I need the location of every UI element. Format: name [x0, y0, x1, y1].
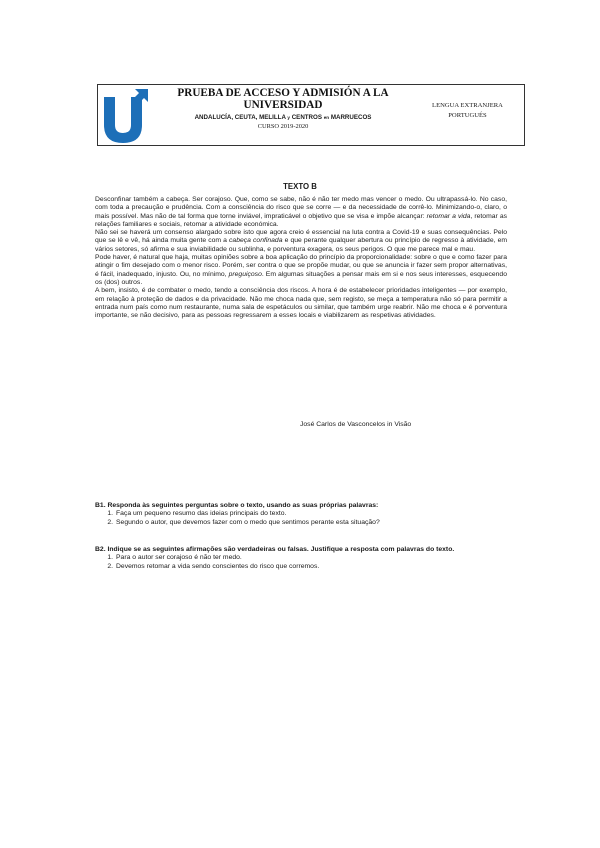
exam-header	[97, 84, 525, 146]
item-text: Segundo o autor, que devemos fazer com o medo que sentimos perante esta situação?	[116, 518, 380, 526]
list-item	[105, 510, 515, 518]
university-logo-icon	[101, 87, 151, 143]
exam-title-line1: PRUEBA DE ACCESO Y ADMISIÓN A LA	[177, 87, 389, 99]
subject-line1: LENGUA EXTRANJERA	[432, 102, 503, 109]
question-b1-list	[95, 510, 515, 527]
item-text: Para o autor ser corajoso é não ter medo.	[116, 554, 242, 562]
item-number: 1.	[107, 510, 113, 518]
item-number: 2.	[107, 518, 113, 526]
reading-text	[95, 196, 507, 320]
p3-italic: preguiçoso	[228, 270, 262, 278]
p2-part-b: e que perante qualquer abertura ou princípio de regresso à atividade, em vários setores, só afirma e sua inviabilidade ou sublinha, e porventura exagera, os seus perigos. O que me parece mal e mau.	[95, 237, 508, 253]
list-item	[105, 519, 515, 527]
subject-line2: PORTUGUÉS	[448, 112, 487, 119]
list-item	[105, 563, 515, 571]
exam-region	[158, 113, 408, 122]
paragraph-2	[95, 229, 507, 254]
p2-part-a: Não sei se haverá um consenso alargado sobre isto que agora creio é essencial na luta contra a Covid-19 e suas consequências. Pelo que se lê e vê, há ainda muita gente com a	[95, 229, 507, 245]
question-b2	[95, 546, 515, 571]
p1-italic: retomar a vida	[426, 212, 471, 220]
item-number: 1.	[107, 554, 113, 562]
exam-title-line2: UNIVERSIDAD	[243, 99, 323, 111]
item-text: Devemos retomar a vida sendo conscientes do risco que corremos.	[116, 562, 320, 570]
paragraph-3	[95, 254, 507, 287]
paragraph-4: A bem, insisto, é de combater o medo, tendo a consciência dos riscos. A hora é de estabelecer prioridades inteligentes — por exemplo, em relação à proteção de dados e da privacidade. Não me choca nada que, sem registo, se meça a temperatura não só para permitir a entrada num país como num restaurante, numa sala de espetáculos ou similar, que também urge reabrir. Não me choca e é porventura importante, se não decisivo, para as pessoas regressarem a esses locais e viabilizarem as respetivas atividades.	[95, 287, 507, 320]
p1-part-a: Desconfinar também a cabeça. Ser corajoso. Que, como se sabe, não é não ter medo mas vencer o medo. Ou ultrapassá-lo. No caso, com toda a precaução e prudência. Com a consciência do risco que se corre — e da necessidade de corrê-lo. Minimizando-o, claro, o mais possível. Mas não de tal forma que torne inviável, impraticável o objetivo que se visa e impõe alcançar:	[95, 196, 507, 220]
region-y: y	[287, 115, 290, 120]
header-center	[158, 87, 408, 130]
p1-part-b: , retomar as relações familiares e sociais, retomar a atividade económica.	[95, 212, 507, 228]
region-end: MARRUECOS	[330, 114, 372, 121]
p3-part-b: . Em algumas situações a pensar mais em si e nos seus interesses, esquecendo os (dos) outros.	[95, 270, 507, 286]
p2-italic: cabeça confinada	[229, 237, 283, 245]
question-b2-list	[95, 554, 515, 571]
region-centros: CENTROS	[291, 114, 322, 121]
question-b1	[95, 502, 515, 527]
exam-course: CURSO 2019-2020	[257, 123, 309, 130]
item-text: Faça um pequeno resumo das ideias principais do texto.	[116, 510, 287, 518]
paragraph-1	[95, 196, 507, 229]
item-number: 2.	[107, 562, 113, 570]
p3-part-a: Pode haver, é natural que haja, muitas opiniões sobre a boa aplicação do princípio da proporcionalidade: sobre o que e como fazer para atingir o fim desejado com o menor risco. Porém, ser contra o que se propõe mudar, ou que se anuncia ir fazer sem propor alternativas, é fácil, inadequado, injusto. Ou, no mínimo,	[95, 254, 507, 278]
list-item	[105, 554, 515, 562]
text-title: TEXTO B	[283, 182, 317, 191]
text-author: José Carlos de Vasconcelos in Visão	[300, 421, 412, 428]
question-b1-head: B1. Responda às seguintes perguntas sobre o texto, usando as suas próprias palavras:	[95, 502, 379, 509]
region-main: ANDALUCÍA, CEUTA, MELILLA	[194, 114, 286, 121]
question-b2-head: B2. Indique se as seguintes afirmações são verdadeiras ou falsas. Justifique a resposta com palavras do texto.	[95, 546, 455, 553]
region-en: en	[323, 115, 330, 120]
exam-subject	[415, 101, 520, 121]
